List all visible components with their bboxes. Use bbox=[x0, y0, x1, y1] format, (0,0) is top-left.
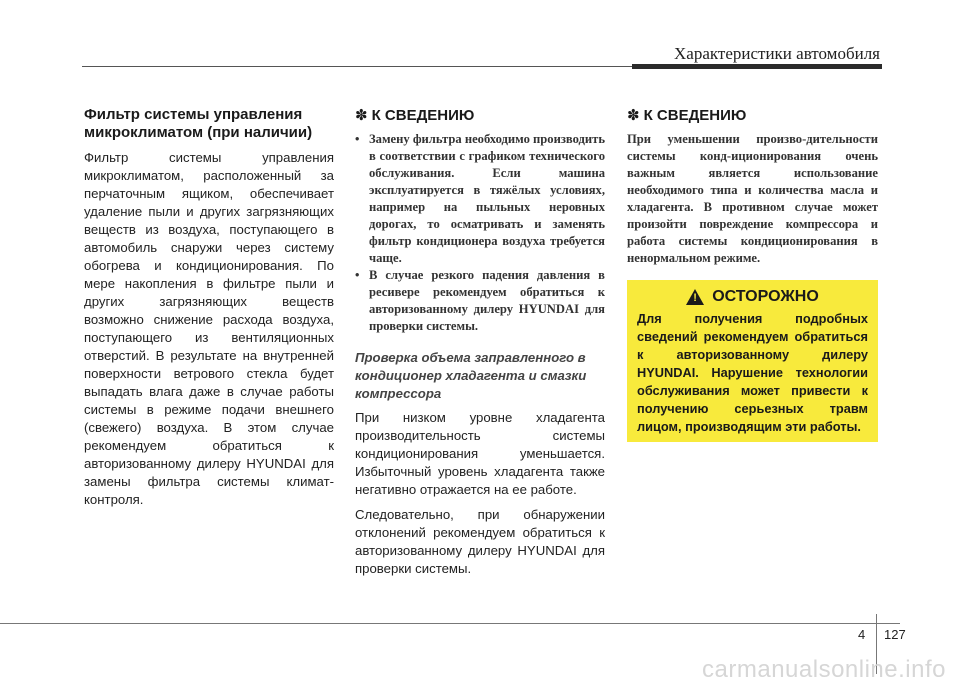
notice-bullet bbox=[355, 267, 605, 335]
watermark: carmanualsonline.info bbox=[702, 656, 946, 683]
cabin-filter-text: Фильтр системы управления микроклиматом, расположенный за перчаточным ящиком, обеспечивает удаление пыли и других загрязняющих веществ из воздуха, поступающего в автомобиль снаружи через систему обогрева и кондиционирования. По мере накопления в фильтре пыли и других загрязняющих веществ возможно снижение расхода воздуха, поступающего из вентиляционных отверстий. В результате на внутренней поверхности ветрового стекла будет выпадать влага даже в случае работы системы в режиме подачи внешнего (свежего) воздуха. В этом случае рекомендуем обратиться к авторизованному дилеру HYUNDAI для замены фильтра системы климат-контроля. bbox=[84, 150, 334, 507]
notice-heading bbox=[355, 106, 605, 125]
notice-bullet bbox=[355, 131, 605, 267]
refrigerant-check-heading: Проверка объема заправленного в кондиционер хладагента и смазки компрессора bbox=[355, 350, 587, 401]
cabin-filter-heading bbox=[84, 106, 334, 142]
page-number: 127 bbox=[884, 627, 906, 642]
notice-heading-text: К СВЕДЕНИЮ bbox=[371, 107, 475, 124]
notice-bullet-text: Замену фильтра необходимо производить в соответствии с графиком технического обслуживания. Если машина эксплуатируется в тяжёлых условиях, например на пыльных неровных дорогах, то осматривать и заменять фильтр кондиционера воздуха требуется чаще. bbox=[369, 132, 606, 265]
star-icon: ✽ bbox=[355, 106, 368, 124]
refrigerant-paragraph: Следовательно, при обнаружении отклонений рекомендуем обратиться к авторизованному дилеру HYUNDAI для проверки системы. bbox=[355, 507, 605, 576]
bullet-icon: • bbox=[355, 268, 360, 282]
warning-box bbox=[627, 280, 878, 442]
bullet-icon: • bbox=[355, 132, 360, 146]
heading-line-2: микроклиматом (при наличии) bbox=[84, 124, 313, 141]
notice-heading bbox=[627, 106, 878, 125]
section-title: Характеристики автомобиля bbox=[674, 44, 880, 63]
exclamation-mark: ! bbox=[693, 292, 697, 304]
warning-heading-text: ОСТОРОЖНО bbox=[712, 288, 819, 305]
header-rule-accent bbox=[632, 64, 882, 69]
chapter-number: 4 bbox=[858, 627, 866, 642]
warning-triangle-icon bbox=[686, 289, 704, 305]
column-1 bbox=[84, 106, 334, 509]
notice-heading-text: К СВЕДЕНИЮ bbox=[643, 107, 747, 124]
notice-bullet-text: В случае резкого падения давления в ресивере рекомендуем обратиться к авторизованному дилеру HYUNDAI для проверки системы. bbox=[369, 268, 605, 333]
star-icon: ✽ bbox=[627, 106, 640, 124]
footer-rule bbox=[0, 623, 900, 624]
warning-heading bbox=[637, 288, 868, 306]
column-3 bbox=[627, 106, 878, 267]
warning-text: Для получения подробных сведений рекомендуем обратиться к авторизованному дилеру HYUNDAI. Нарушение технологии обслуживания может привести к получению серьезных травм лицом, производящим эти работы. bbox=[637, 311, 868, 434]
oil-notice-text: При уменьшении произво-дительности системы конд-иционирования очень важным является использование необходимого типа и количества масла и хладагента. В противном случае может произойти повреждение компрессора и работа системы кондиционирования в ненормальном режиме. bbox=[627, 132, 878, 265]
refrigerant-paragraph: При низком уровне хладагента производительность системы кондиционирования уменьшается. Избыточный уровень хладагента также негативно отражается на ее работе. bbox=[355, 410, 605, 497]
column-2 bbox=[355, 106, 605, 578]
heading-line-1: Фильтр системы управления bbox=[84, 106, 303, 123]
